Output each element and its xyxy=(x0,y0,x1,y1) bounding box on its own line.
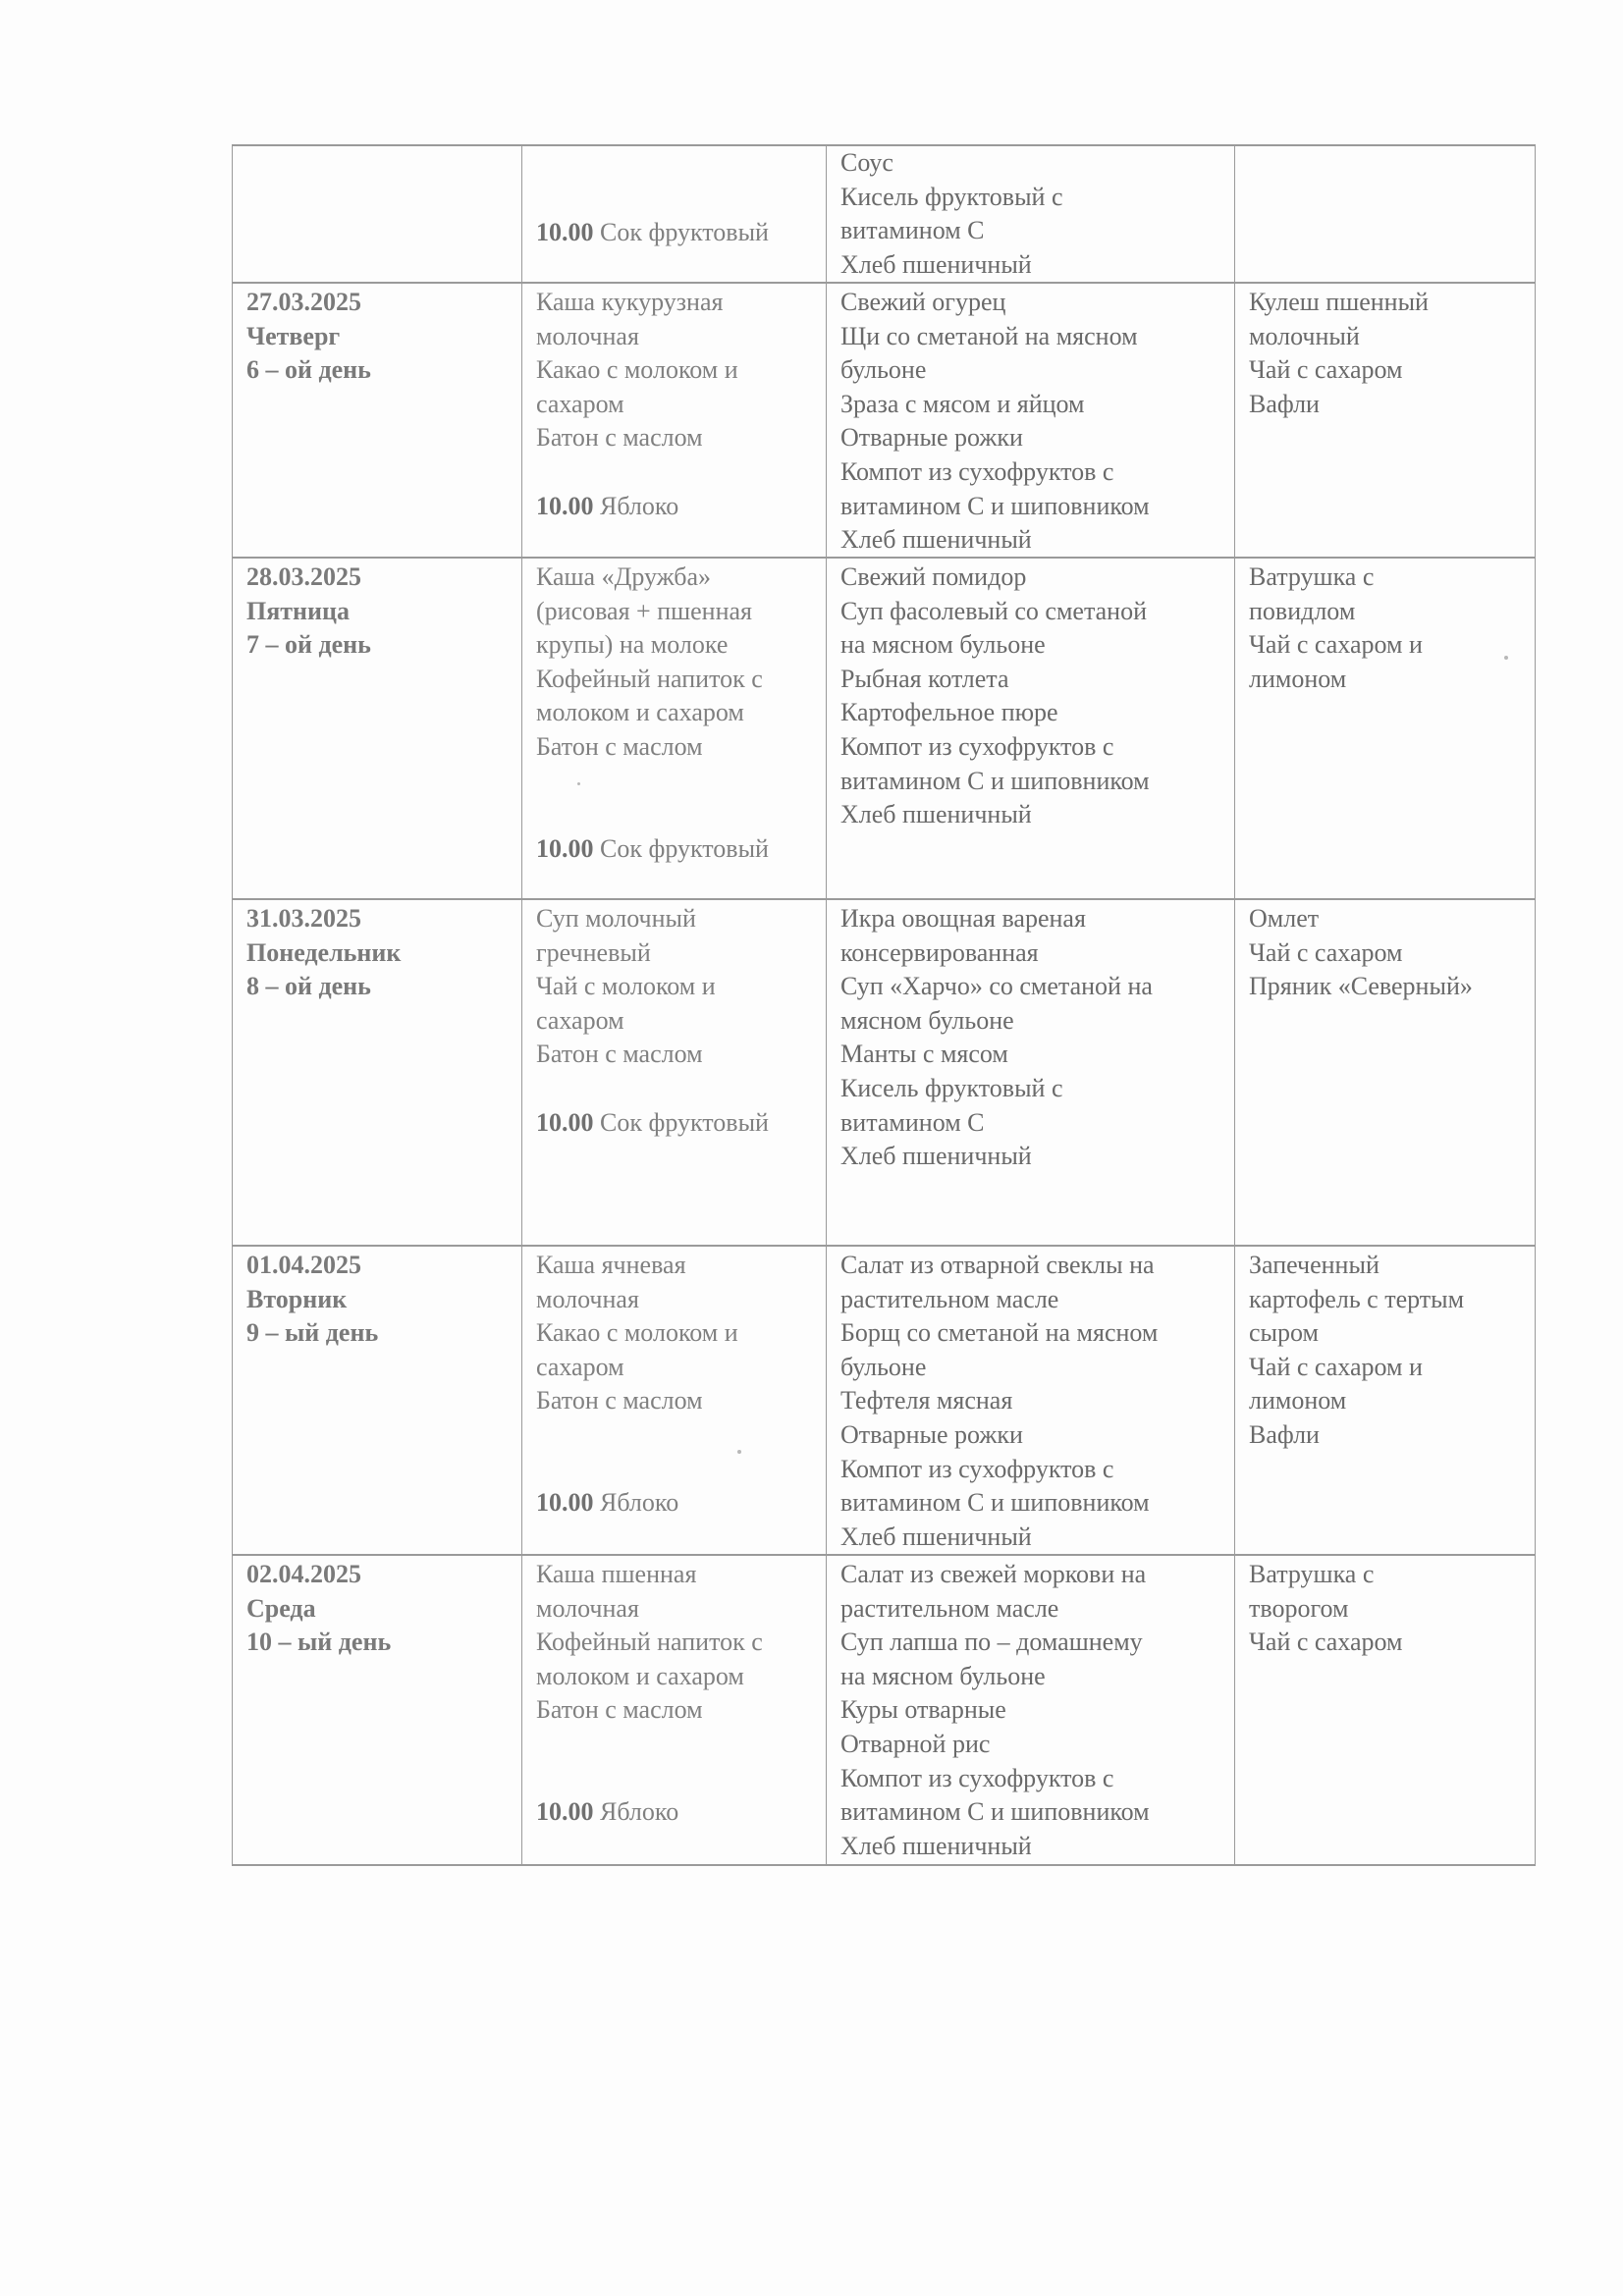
breakfast-item: Каша ячневая xyxy=(536,1251,686,1279)
breakfast-cell xyxy=(521,559,826,898)
breakfast-item: молочная xyxy=(536,1593,639,1623)
dinner-item: Запеченный xyxy=(1249,1251,1380,1279)
dinner-cell xyxy=(1234,900,1536,1245)
breakfast-item: молоком и сахаром xyxy=(536,698,744,727)
lunch-item: Компот из сухофруктов с xyxy=(840,1454,1114,1483)
snack-time: 10.00 xyxy=(536,1797,594,1827)
lunch-item: Соус xyxy=(840,148,893,177)
breakfast-cell xyxy=(521,146,826,282)
lunch-item: на мясном бульоне xyxy=(840,1661,1046,1690)
day-number: 10 – ый день xyxy=(246,1628,392,1657)
lunch-item: Отварные рожки xyxy=(840,423,1023,453)
table-row xyxy=(232,557,1536,898)
snack-item: Сок фруктовый xyxy=(600,218,769,247)
dinner-item: сыром xyxy=(1249,1318,1319,1348)
lunch-item: Кисель фруктовый с xyxy=(840,1073,1063,1102)
lunch-cell xyxy=(826,146,1234,282)
lunch-item: витамином С и шиповником xyxy=(840,491,1150,520)
dinner-cell xyxy=(1234,284,1536,557)
lunch-item: Компот из сухофруктов с xyxy=(840,1763,1114,1792)
dinner-item: Чай с сахаром xyxy=(1249,937,1403,967)
lunch-item: Хлеб пшеничный xyxy=(840,1831,1032,1860)
lunch-item: Суп фасолевый со сметаной xyxy=(840,596,1147,625)
breakfast-cell xyxy=(521,1556,826,1864)
snack-time: 10.00 xyxy=(536,1488,594,1518)
breakfast-item: крупы) на молоке xyxy=(536,630,729,660)
day-cell xyxy=(232,146,521,282)
dinner-item: Ватрушка с xyxy=(1249,1560,1375,1588)
snack-line xyxy=(536,216,769,250)
dinner-item: Вафли xyxy=(1249,1419,1320,1449)
dinner-item: Вафли xyxy=(1249,389,1320,418)
scan-speck xyxy=(737,1450,741,1454)
breakfast-item: сахаром xyxy=(536,1005,624,1035)
breakfast-item: (рисовая + пшенная xyxy=(536,596,753,625)
breakfast-item: Какао с молоком и xyxy=(536,1318,738,1348)
lunch-cell xyxy=(826,900,1234,1245)
day-date: 02.04.2025 xyxy=(246,1560,361,1588)
lunch-item: Свежий огурец xyxy=(840,288,1006,316)
table-row xyxy=(232,1554,1536,1866)
dinner-item: лимоном xyxy=(1249,664,1347,693)
dinner-item: Чай с сахаром и xyxy=(1249,1352,1423,1381)
breakfast-item: Батон с маслом xyxy=(536,1040,703,1069)
breakfast-item: Какао с молоком и xyxy=(536,355,738,385)
day-number xyxy=(246,216,521,250)
lunch-item: мясном бульоне xyxy=(840,1005,1014,1035)
snack-line xyxy=(536,1795,678,1830)
lunch-item: Отварной рис xyxy=(840,1729,991,1758)
breakfast-item: Каша «Дружба» xyxy=(536,562,712,591)
snack-item: Яблоко xyxy=(600,491,679,520)
snack-time: 10.00 xyxy=(536,1107,594,1137)
dinner-cell xyxy=(1234,559,1536,898)
lunch-item: Хлеб пшеничный xyxy=(840,1522,1032,1551)
breakfast-item: Чай с молоком и xyxy=(536,972,716,1001)
day-weekday: Вторник xyxy=(246,1284,348,1313)
lunch-item: Куры отварные xyxy=(840,1695,1006,1725)
snack-time: 10.00 xyxy=(536,218,594,247)
dinner-item: лимоном xyxy=(1249,1386,1347,1415)
day-weekday: Пятница xyxy=(246,596,351,625)
day-number: 9 – ый день xyxy=(246,1318,379,1348)
lunch-item: Суп лапша по – домашнему xyxy=(840,1628,1143,1657)
breakfast-item: Батон с маслом xyxy=(536,1695,703,1725)
lunch-item: Свежий помидор xyxy=(840,562,1027,591)
scan-speck xyxy=(577,782,580,785)
breakfast-item: Батон с маслом xyxy=(536,1386,703,1415)
day-number: 7 – ой день xyxy=(246,630,371,660)
lunch-item: витамином С xyxy=(840,216,985,245)
breakfast-item: Батон с маслом xyxy=(536,731,703,761)
lunch-item: растительном масле xyxy=(840,1593,1059,1623)
table-row xyxy=(232,1245,1536,1554)
breakfast-item: сахаром xyxy=(536,389,624,418)
snack-line xyxy=(536,832,769,867)
lunch-item: Картофельное пюре xyxy=(840,698,1058,727)
dinner-item: картофель с тертым xyxy=(1249,1284,1465,1313)
snack-line xyxy=(536,1106,769,1141)
dinner-item: Чай с сахаром и xyxy=(1249,630,1423,660)
scan-speck xyxy=(1504,656,1508,660)
lunch-item: растительном масле xyxy=(840,1284,1059,1313)
dinner-item: Чай с сахаром xyxy=(1249,1628,1403,1657)
day-cell xyxy=(232,900,521,1245)
breakfast-item: Кофейный напиток с xyxy=(536,1628,763,1657)
lunch-item: бульоне xyxy=(840,1352,927,1381)
dinner-cell xyxy=(1234,1556,1536,1864)
breakfast-cell xyxy=(521,900,826,1245)
snack-time: 10.00 xyxy=(536,833,594,863)
breakfast-item: Батон с маслом xyxy=(536,423,703,453)
day-date: 28.03.2025 xyxy=(246,562,361,591)
dinner-item: Пряник «Северный» xyxy=(1249,972,1473,1001)
breakfast-item: Кофейный напиток с xyxy=(536,664,763,693)
day-cell xyxy=(232,1247,521,1554)
breakfast-item: сахаром xyxy=(536,1352,624,1381)
lunch-item: Суп «Харчо» со сметаной на xyxy=(840,972,1153,1001)
lunch-item: Хлеб пшеничный xyxy=(840,525,1032,555)
lunch-item: Манты с мясом xyxy=(840,1040,1008,1069)
lunch-item: на мясном бульоне xyxy=(840,630,1046,660)
snack-item: Яблоко xyxy=(600,1488,679,1518)
snack-line xyxy=(536,1486,678,1521)
snack-item: Сок фруктовый xyxy=(600,833,769,863)
snack-line xyxy=(536,490,678,524)
breakfast-item: Каша кукурузная xyxy=(536,288,724,316)
day-date: 27.03.2025 xyxy=(246,288,361,316)
dinner-cell xyxy=(1234,146,1536,282)
lunch-item: Хлеб пшеничный xyxy=(840,800,1032,829)
breakfast-cell xyxy=(521,1247,826,1554)
breakfast-item: молоком и сахаром xyxy=(536,1661,744,1690)
dinner-item: Кулеш пшенный xyxy=(1249,288,1429,316)
breakfast-item: молочная xyxy=(536,321,639,350)
lunch-item: Хлеб пшеничный xyxy=(840,1142,1032,1171)
lunch-item: витамином С и шиповником xyxy=(840,766,1150,795)
dinner-item: Ватрушка с xyxy=(1249,562,1375,591)
breakfast-item: гречневый xyxy=(536,937,651,967)
day-weekday: Среда xyxy=(246,1593,316,1623)
day-number: 6 – ой день xyxy=(246,355,371,385)
lunch-item: Кисель фруктовый с xyxy=(840,182,1063,211)
dinner-cell xyxy=(1234,1247,1536,1554)
lunch-item: витамином С и шиповником xyxy=(840,1488,1150,1518)
breakfast-item: молочная xyxy=(536,1284,639,1313)
lunch-item: бульоне xyxy=(840,355,927,385)
lunch-item: витамином С и шиповником xyxy=(840,1797,1150,1827)
snack-time: 10.00 xyxy=(536,491,594,520)
lunch-item: Компот из сухофруктов с xyxy=(840,456,1114,486)
lunch-item: витамином С xyxy=(840,1107,985,1137)
lunch-cell xyxy=(826,1556,1234,1864)
lunch-item: Тефтеля мясная xyxy=(840,1386,1013,1415)
lunch-item: консервированная xyxy=(840,937,1039,967)
lunch-cell xyxy=(826,1247,1234,1554)
table-row xyxy=(232,282,1536,557)
snack-item: Сок фруктовый xyxy=(600,1107,769,1137)
day-weekday: Понедельник xyxy=(246,937,402,967)
day-weekday: Четверг xyxy=(246,321,341,350)
breakfast-item: Каша пшенная xyxy=(536,1560,697,1588)
day-cell xyxy=(232,1556,521,1864)
day-cell xyxy=(232,284,521,557)
day-date xyxy=(246,148,521,183)
day-number: 8 – ой день xyxy=(246,972,371,1001)
lunch-item: Салат из свежей моркови на xyxy=(840,1560,1147,1588)
day-weekday xyxy=(246,183,521,217)
table-row xyxy=(232,898,1536,1245)
day-date: 31.03.2025 xyxy=(246,904,361,933)
lunch-item: Борщ со сметаной на мясном xyxy=(840,1318,1159,1348)
lunch-item: Хлеб пшеничный xyxy=(840,249,1032,279)
lunch-item: Зраза с мясом и яйцом xyxy=(840,389,1085,418)
lunch-item: Отварные рожки xyxy=(840,1419,1023,1449)
dinner-item: Чай с сахаром xyxy=(1249,355,1403,385)
breakfast-item: Суп молочный xyxy=(536,904,696,933)
lunch-cell xyxy=(826,559,1234,898)
dinner-item: Омлет xyxy=(1249,904,1320,933)
dinner-item: творогом xyxy=(1249,1593,1349,1623)
lunch-cell xyxy=(826,284,1234,557)
table-row xyxy=(232,144,1536,282)
snack-item: Яблоко xyxy=(600,1797,679,1827)
lunch-item: Салат из отварной свеклы на xyxy=(840,1251,1155,1279)
lunch-item: Икра овощная вареная xyxy=(840,904,1086,933)
dinner-item: молочный xyxy=(1249,321,1360,350)
lunch-item: Рыбная котлета xyxy=(840,664,1009,693)
dinner-item: повидлом xyxy=(1249,596,1356,625)
lunch-item: Щи со сметаной на мясном xyxy=(840,321,1138,350)
lunch-item: Компот из сухофруктов с xyxy=(840,731,1114,761)
day-cell xyxy=(232,559,521,898)
breakfast-cell xyxy=(521,284,826,557)
day-date: 01.04.2025 xyxy=(246,1251,361,1279)
